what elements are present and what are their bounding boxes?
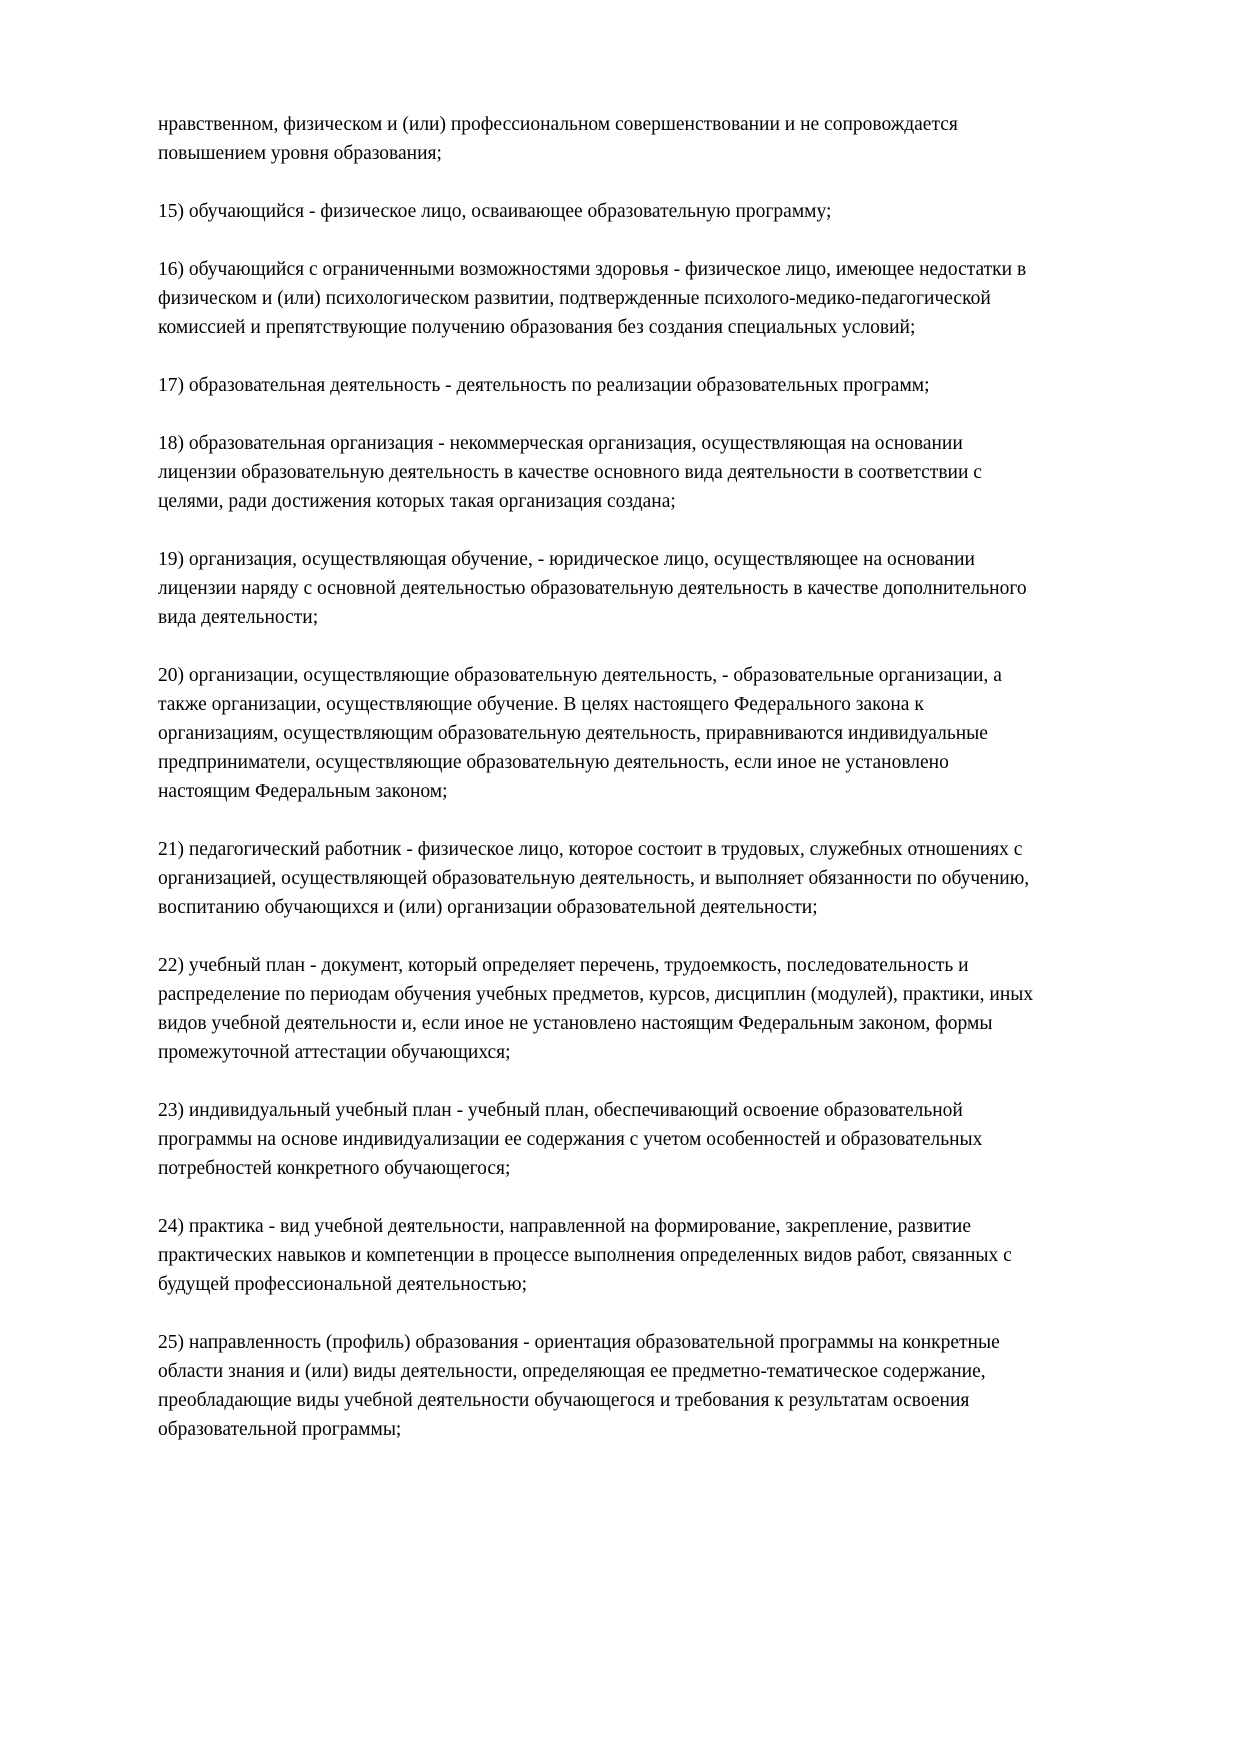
paragraph-item-21: 21) педагогический работник - физическое лицо, которое состоит в трудовых, служебных отношениях с организацией, осуществляющей образовательную деятельность, и выполняет обязанности по обучению, воспитанию обучающихся и (или) организации образовательной деятельности; — [158, 839, 1030, 918]
paragraph-item-22: 22) учебный план - документ, который определяет перечень, трудоемкость, последовательность и распределение по периодам обучения учебных предметов, курсов, дисциплин (модулей), практики, иных видов учебной деятельности и, если иное не установлено настоящим Федеральным законом, формы промежуточной аттестации обучающихся; — [158, 955, 1034, 1063]
paragraph-item-19: 19) организация, осуществляющая обучение, - юридическое лицо, осуществляющее на основании лицензии наряду с основной деятельностью образовательную деятельность в качестве дополнительного вида деятельности; — [158, 549, 1027, 628]
paragraph-item-20: 20) организации, осуществляющие образовательную деятельность, - образовательные организации, а также организации, осуществляющие обучение. В целях настоящего Федерального закона к организациям, осуществляющим образовательную деятельность, приравниваются индивидуальные предприниматели, осуществляющие образовательную деятельность, если иное не установлено настоящим Федеральным законом; — [158, 665, 1002, 802]
paragraph-continuation: нравственном, физическом и (или) профессиональном совершенствовании и не сопровождается повышением уровня образования; — [158, 114, 958, 164]
paragraph-item-15: 15) обучающийся - физическое лицо, осваивающее образовательную программу; — [158, 201, 832, 222]
paragraph-item-16: 16) обучающийся с ограниченными возможностями здоровья - физическое лицо, имеющее недостатки в физическом и (или) психологическом развитии, подтвержденные психолого-медико-педагогической комиссией и препятствующие получению образования без создания специальных условий; — [158, 259, 1027, 338]
paragraph-item-17: 17) образовательная деятельность - деятельность по реализации образовательных программ; — [158, 375, 930, 396]
paragraph-item-23: 23) индивидуальный учебный план - учебный план, обеспечивающий освоение образовательной программы на основе индивидуализации ее содержания с учетом особенностей и образовательных потребностей конкретного обучающегося; — [158, 1100, 983, 1179]
paragraph-item-25: 25) направленность (профиль) образования - ориентация образовательной программы на конкретные области знания и (или) виды деятельности, определяющая ее предметно-тематическое содержание, преобладающие виды учебной деятельности обучающегося и требования к результатам освоения образовательной программы; — [158, 1332, 1000, 1440]
paragraph-item-24: 24) практика - вид учебной деятельности, направленной на формирование, закрепление, развитие практических навыков и компетенции в процессе выполнения определенных видов работ, связанных с будущей профессиональной деятельностью; — [158, 1216, 1012, 1295]
paragraph-item-18: 18) образовательная организация - некоммерческая организация, осуществляющая на основании лицензии образовательную деятельность в качестве основного вида деятельности в соответствии с целями, ради достижения которых такая организация создана; — [158, 433, 982, 512]
